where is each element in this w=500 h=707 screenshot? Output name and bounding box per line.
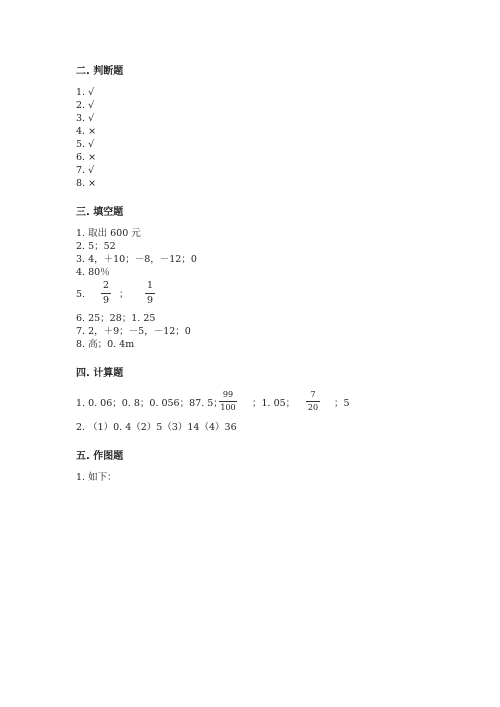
fraction-bar bbox=[101, 293, 111, 294]
judge-answer-5: 5. √ bbox=[76, 139, 95, 150]
fraction-denominator: 100 bbox=[220, 403, 236, 412]
fraction-numerator: 99 bbox=[222, 390, 234, 399]
fill-answer-6: 6. 25；28；1. 25 bbox=[76, 313, 156, 324]
fill-answer-1: 1. 取出 600 元 bbox=[76, 228, 141, 239]
judge-answer-7: 7. √ bbox=[76, 165, 95, 176]
fraction-denominator: 9 bbox=[102, 295, 110, 306]
calc-answer-2: 2. （1）0. 4（2）5（3）14（4）36 bbox=[76, 422, 237, 433]
section-title-fill: 三. 填空题 bbox=[76, 207, 124, 218]
fraction-denominator: 20 bbox=[307, 403, 319, 412]
section-title-judge: 二. 判断题 bbox=[76, 66, 124, 77]
fill-answer-2: 2. 5；52 bbox=[76, 241, 116, 252]
section-title-calc: 四. 计算题 bbox=[76, 368, 124, 379]
fraction-bar bbox=[145, 293, 155, 294]
fraction-numerator: 7 bbox=[310, 390, 316, 399]
fraction-bar bbox=[306, 401, 320, 402]
calc-fraction-99-100 bbox=[219, 390, 237, 413]
draw-answer-1: 1. 如下： bbox=[76, 472, 117, 483]
judge-answer-6: 6. × bbox=[76, 152, 97, 163]
calc-answer-1-part-b: ；1. 05； bbox=[252, 398, 296, 409]
judge-answer-3: 3. √ bbox=[76, 113, 95, 124]
fill-answer-8: 8. 高；0. 4m bbox=[76, 339, 135, 350]
fraction-numerator: 2 bbox=[102, 280, 110, 291]
fill-answer-3: 3. 4，＋10；－8，－12；0 bbox=[76, 254, 197, 265]
fill-answer-5-separator: ； bbox=[119, 289, 129, 300]
section-title-draw: 五. 作图题 bbox=[76, 451, 124, 462]
fill-answer-5-prefix: 5. bbox=[76, 289, 86, 300]
fill-answer-4: 4. 80％ bbox=[76, 267, 110, 278]
fraction-denominator: 9 bbox=[146, 295, 154, 306]
judge-answer-2: 2. √ bbox=[76, 100, 95, 111]
fraction-numerator: 1 bbox=[146, 280, 154, 291]
calc-answer-1-part-c: ；5 bbox=[334, 398, 350, 409]
judge-answer-8: 8. × bbox=[76, 178, 97, 189]
fill-fraction-1-9 bbox=[145, 280, 155, 307]
fraction-bar bbox=[219, 401, 237, 402]
judge-answer-4: 4. × bbox=[76, 126, 97, 137]
calc-answer-1-part-a: 1. 0. 06；0. 8；0. 056；87. 5； bbox=[76, 398, 223, 409]
fill-answer-7: 7. 2，＋9；－5，－12；0 bbox=[76, 326, 191, 337]
fill-fraction-2-9 bbox=[101, 280, 111, 307]
judge-answer-1: 1. √ bbox=[76, 87, 95, 98]
calc-fraction-7-20 bbox=[306, 390, 320, 413]
